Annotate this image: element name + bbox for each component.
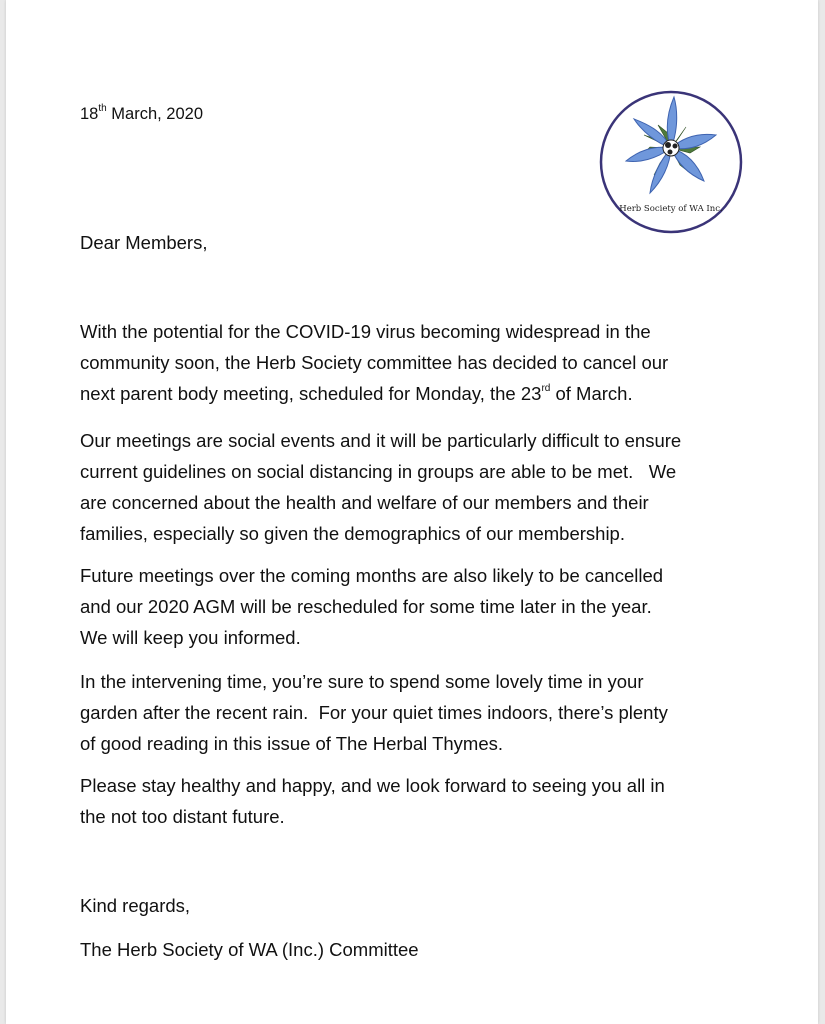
- paragraph-line: current guidelines on social distancing in groups are able to be met. We: [80, 461, 677, 482]
- paragraph-line: With the potential for the COVID-19 virus becoming widespread in the: [80, 321, 651, 342]
- logo-text: Herb Society of WA Inc.: [619, 204, 723, 214]
- paragraph-3: [80, 560, 770, 653]
- paragraph-line: In the intervening time, you’re sure to spend some lovely time in your: [80, 671, 644, 692]
- signature: The Herb Society of WA (Inc.) Committee: [80, 939, 419, 960]
- paragraph-line: We will keep you informed.: [80, 627, 301, 648]
- paragraph-line: Please stay healthy and happy, and we look forward to seeing you all in: [80, 775, 665, 796]
- letter-page: [6, 0, 818, 1024]
- paragraph-line: the not too distant future.: [80, 806, 285, 827]
- paragraph-line: Our meetings are social events and it will be particularly difficult to ensure: [80, 430, 682, 451]
- letter-date: 18th March, 2020: [80, 102, 204, 123]
- herb-society-logo: [598, 89, 744, 235]
- paragraph-line: community soon, the Herb Society committee has decided to cancel our: [80, 352, 669, 373]
- paragraph-line: garden after the recent rain. For your quiet times indoors, there’s plenty: [80, 702, 668, 723]
- paragraph-line: families, especially so given the demographics of our membership.: [80, 523, 625, 544]
- paragraph-1: [80, 316, 770, 409]
- closing: Kind regards,: [80, 895, 191, 916]
- paragraph-line: are concerned about the health and welfare of our members and their: [80, 492, 649, 513]
- paragraph-2: [80, 425, 770, 549]
- paragraph-line: next parent body meeting, scheduled for Monday, the 23rd of March.: [80, 382, 633, 404]
- paragraph-line: Future meetings over the coming months are also likely to be cancelled: [80, 565, 664, 586]
- paragraph-4: [80, 666, 770, 759]
- salutation: Dear Members,: [80, 232, 208, 253]
- paragraph-line: of good reading in this issue of The Herbal Thymes.: [80, 733, 503, 754]
- paragraph-5: [80, 770, 770, 832]
- paragraph-line: and our 2020 AGM will be rescheduled for some time later in the year.: [80, 596, 652, 617]
